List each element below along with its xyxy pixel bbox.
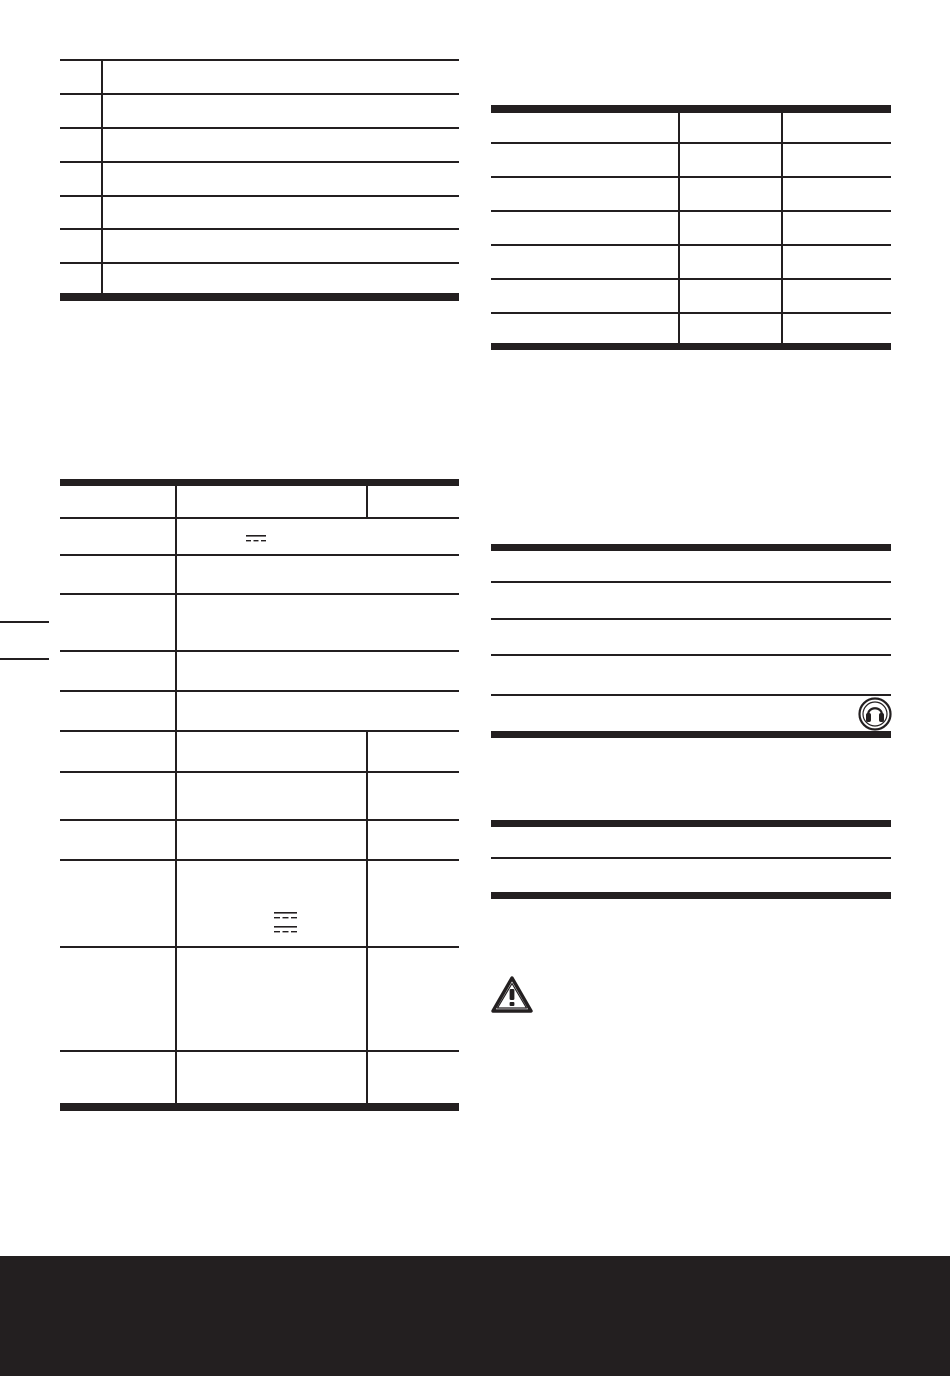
row-rule (60, 93, 459, 95)
row-rule (491, 581, 891, 583)
ear-protection-icon (858, 697, 892, 731)
row-rule (60, 554, 459, 556)
column-divider (175, 484, 177, 1106)
side-tab-mark (0, 621, 49, 623)
row-rule (60, 1050, 459, 1052)
row-rule (60, 161, 459, 163)
dc-symbol (274, 912, 297, 922)
header-rule (491, 820, 891, 827)
column-divider (678, 110, 680, 345)
bottom-rule (491, 731, 891, 738)
column-divider (781, 110, 783, 345)
footer-band (0, 1256, 950, 1376)
row-rule (60, 730, 459, 732)
header-rule (491, 105, 891, 113)
row-rule (60, 517, 459, 519)
row-rule (60, 946, 459, 948)
row-rule (491, 857, 891, 859)
warning-triangle-icon (490, 975, 534, 1015)
column-divider (366, 484, 368, 518)
header-rule (491, 544, 891, 551)
row-rule (60, 262, 459, 264)
row-rule (60, 690, 459, 692)
header-rule (60, 479, 459, 486)
row-rule (491, 694, 891, 696)
row-rule (60, 127, 459, 129)
bottom-rule (60, 293, 459, 301)
row-rule (491, 654, 891, 656)
column-divider (101, 59, 103, 295)
dc-symbol (274, 926, 297, 936)
row-rule (491, 278, 891, 280)
row-rule (60, 771, 459, 773)
bottom-rule (491, 343, 891, 350)
row-rule (491, 210, 891, 212)
bottom-rule (491, 892, 891, 899)
row-rule (60, 819, 459, 821)
row-rule (60, 228, 459, 230)
column-divider (366, 730, 368, 1106)
row-rule (491, 312, 891, 314)
bottom-rule (60, 1103, 459, 1111)
row-rule (491, 618, 891, 620)
row-rule (60, 195, 459, 197)
row-rule (491, 244, 891, 246)
dc-symbol (246, 535, 266, 545)
row-rule (60, 650, 459, 652)
row-rule (60, 859, 459, 861)
row-rule (491, 176, 891, 178)
side-tab-mark (0, 658, 49, 660)
row-rule (60, 593, 459, 595)
row-rule (60, 59, 459, 61)
row-rule (491, 142, 891, 144)
